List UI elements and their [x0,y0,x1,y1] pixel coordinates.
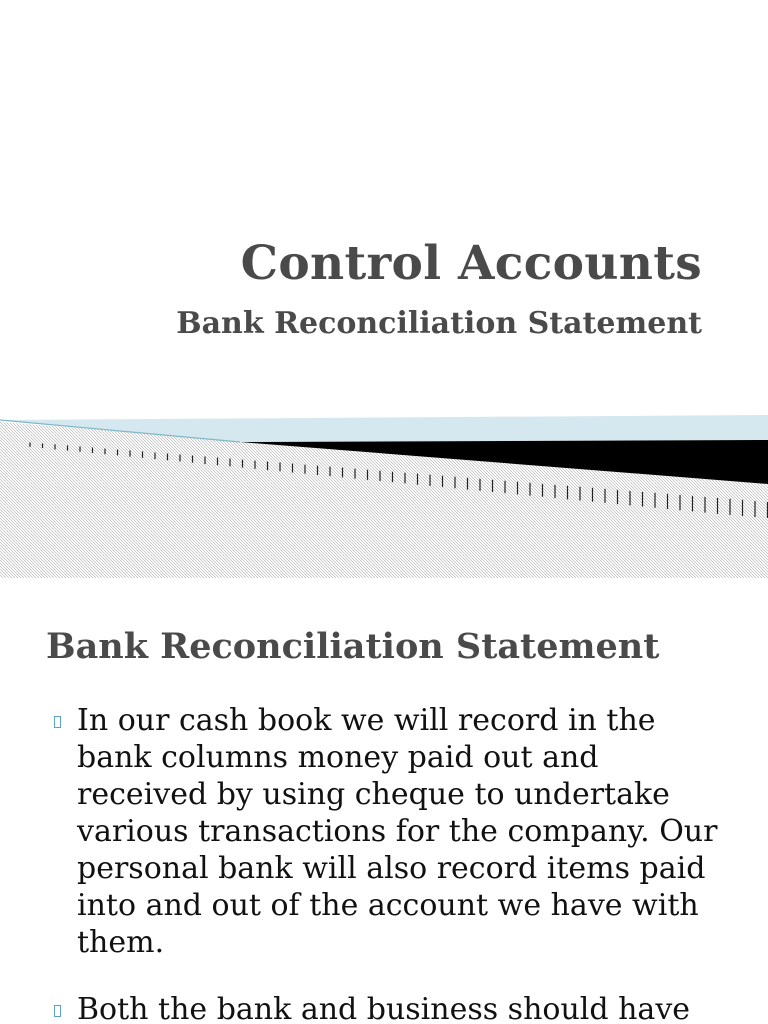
bullet-list [46,702,736,1024]
bullet-text: In our cash book we will record in the bank columns money paid out and received by using cheque to undertake various transactions for the company. Our personal bank will also record items paid into and out of the account we have with them. [77,703,718,960]
slide-title: Control Accounts [240,236,702,291]
bullet-text: Both the bank and business should have [77,992,691,1024]
hollow-square-bullet-icon [54,1005,61,1017]
slide-subtitle: Bank Reconciliation Statement [176,306,702,341]
list-item [46,991,736,1024]
hollow-square-bullet-icon [54,716,61,728]
list-item [46,702,736,961]
content-heading: Bank Reconciliation Statement [46,626,660,667]
decorative-band [0,410,768,578]
content-slide [0,578,768,1024]
